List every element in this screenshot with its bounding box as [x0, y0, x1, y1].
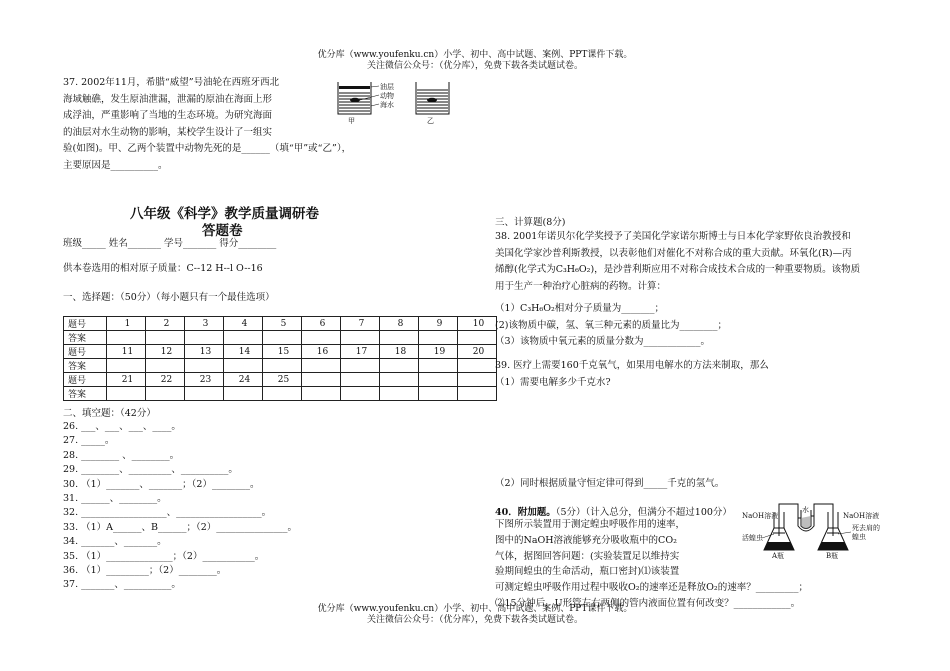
table-row: [64, 331, 497, 345]
question-number: 9: [419, 317, 458, 331]
question-number: 16: [302, 345, 341, 359]
answer-sheet-subtitle: 答题卷: [202, 223, 243, 239]
question-number: 2: [146, 317, 185, 331]
question-number: 13: [185, 345, 224, 359]
question-number: 19: [419, 345, 458, 359]
fill-line[interactable]: 33. （1）A______、B______；（2）_______________。: [63, 521, 298, 533]
table-row: [64, 345, 497, 359]
ans-label: 答案: [64, 331, 107, 345]
label-animal: 动物: [380, 92, 394, 100]
label-bottle-b: B瓶: [826, 552, 839, 560]
question-number: [380, 373, 419, 387]
table-row: [64, 359, 497, 373]
label-jia: 甲: [348, 117, 355, 125]
q38-sub[interactable]: （3）该物质中氧元素的质量分数为____________。: [495, 336, 711, 347]
answer-cell[interactable]: [224, 387, 263, 401]
question-number: 25: [263, 373, 302, 387]
question-38: [495, 229, 860, 295]
answer-cell[interactable]: [302, 331, 341, 345]
label-water: 水: [802, 506, 809, 514]
page-footer-line1: 优分库（www.youfenku.cn）小学、初中、高中试题、案例、PPT课件下载。: [317, 604, 633, 614]
q40-label: 40．附加题。: [495, 507, 556, 518]
q37-line: 37. 2002年11月，希腊“威望”号油轮在西班牙西北: [63, 77, 280, 88]
label-yi: 乙: [427, 117, 434, 125]
answer-cell[interactable]: [224, 359, 263, 373]
question-number: 1: [107, 317, 146, 331]
q40-line: 图中的NaOH溶液能够充分吸收瓶中的CO₂: [495, 534, 677, 546]
question-number: 4: [224, 317, 263, 331]
answer-cell[interactable]: [341, 387, 380, 401]
answer-cell[interactable]: [107, 359, 146, 373]
beaker-jia: [338, 82, 371, 114]
q37-line: 海域触礁，发生原油泄漏，泄漏的原油在海面上形: [63, 93, 273, 105]
question-number: 15: [263, 345, 302, 359]
num-label: 题号: [64, 345, 107, 359]
question-number: 12: [146, 345, 185, 359]
q38-line: 用于生产一种治疗心脏病的药物。计算：: [495, 280, 667, 292]
q40-line: 验期间蝗虫的生命活动，瓶口密封)⑴该装置: [495, 566, 680, 578]
page-header-line1: 优分库（www.youfenku.cn）小学、初中、高中试题、案例、PPT课件下载。: [317, 50, 633, 60]
q39-line: （1）需要电解多少千克水?: [495, 376, 611, 388]
table-row: [64, 373, 497, 387]
answer-cell[interactable]: [341, 359, 380, 373]
q40-line: 下图所示装置用于测定蝗虫呼吸作用的速率，: [495, 519, 686, 530]
section-2-heading: 二、填空题：（42分）: [63, 408, 156, 419]
answer-cell[interactable]: [185, 359, 224, 373]
fill-line[interactable]: 27. _____。: [63, 435, 115, 447]
fill-line[interactable]: 31. ______、________。: [63, 493, 167, 505]
label-bottle-a: A瓶: [772, 552, 785, 560]
question-number: 21: [107, 373, 146, 387]
num-label: 题号: [64, 317, 107, 331]
answer-cell[interactable]: [263, 387, 302, 401]
answer-cell[interactable]: [146, 331, 185, 345]
answer-cell[interactable]: [341, 331, 380, 345]
q39-part2[interactable]: （2）同时根据质量守恒定律可得到_____千克的氢气。: [495, 478, 725, 489]
answer-cell[interactable]: [302, 387, 341, 401]
question-number: 11: [107, 345, 146, 359]
atomic-mass-note: 供本卷选用的相对原子质量：C--12 H--l O--16: [63, 263, 263, 274]
ans-label: 答案: [64, 359, 107, 373]
answer-cell[interactable]: [380, 331, 419, 345]
answer-cell[interactable]: [224, 331, 263, 345]
label-live-locust: 活蝗虫: [742, 534, 763, 542]
fill-line[interactable]: 37. _______、__________。: [63, 579, 181, 591]
section-3-heading: 三、计算题(8分): [495, 217, 566, 228]
question-number: [341, 373, 380, 387]
answer-cell[interactable]: [185, 331, 224, 345]
table-row: [64, 317, 497, 331]
question-number: 18: [380, 345, 419, 359]
question-number: [419, 373, 458, 387]
answer-cell[interactable]: [107, 331, 146, 345]
question-number: 14: [224, 345, 263, 359]
answer-table: [63, 316, 497, 401]
student-info-line: 班级_____ 姓名_______ 学号_______ 得分________: [63, 238, 277, 249]
locust-respiration-figure: [740, 500, 880, 562]
answer-cell[interactable]: [263, 359, 302, 373]
section-1-heading: 一、选择题：（50分）（每小题只有一个最佳选项）: [63, 292, 275, 303]
answer-cell[interactable]: [419, 387, 458, 401]
table-row: [64, 387, 497, 401]
fill-line[interactable]: 36. （1）_________；（2）________。: [63, 565, 227, 577]
q38-line: 38. 2001年诺贝尔化学奖授予了美国化学家诺尔斯博士与日本化学家野依良治教授和: [495, 231, 851, 242]
fill-line[interactable]: 28. ________ 、________。: [63, 449, 180, 461]
q38-line: 烯醇(化学式为C₃H₆O₂)，是沙普利斯应用不对称合成技术合成的一种重要物质。该物质: [495, 264, 861, 275]
ans-label: 答案: [64, 387, 107, 401]
q37-line: 主要原因是__________。: [63, 159, 168, 171]
label-oil-layer: 油层: [380, 83, 394, 91]
answer-cell[interactable]: [185, 387, 224, 401]
label-naoh-left: NaOH溶液: [742, 512, 779, 520]
fill-in-answers: [63, 420, 297, 593]
answer-cell[interactable]: [380, 359, 419, 373]
q40-line[interactable]: ⑵15分钟后，U形管左右两侧的管内液面位置有何改变？____________。: [495, 597, 801, 609]
answer-cell[interactable]: [107, 387, 146, 401]
question-37: [63, 75, 351, 174]
answer-cell[interactable]: [302, 359, 341, 373]
q40-heading: [495, 504, 732, 518]
oil-experiment-figure: [335, 78, 455, 123]
page-header-line2: 关注微信公众号：（优分库），免费下载各类试题试卷。: [366, 61, 583, 71]
question-39: [495, 358, 769, 391]
answer-cell[interactable]: [419, 359, 458, 373]
q37-line: 的油层对水生动物的影响，某校学生设计了一组实: [63, 126, 273, 138]
q40-line[interactable]: 可测定蝗虫呼吸作用过程中吸收O₂的速率还是释放O₂的速率？_________；: [495, 582, 808, 594]
question-number: 6: [302, 317, 341, 331]
answer-cell[interactable]: [419, 331, 458, 345]
q39-line: 39. 医疗上需要160千克氧气，如果用电解水的方法来制取，那么: [495, 360, 769, 371]
question-number: 5: [263, 317, 302, 331]
beaker-yi: [416, 82, 449, 114]
q38-sub[interactable]: (2)该物质中碳，氢、氧三种元素的质量比为________；: [495, 319, 727, 331]
fill-line[interactable]: 30. （1）_______、_______；（2）________。: [63, 478, 260, 490]
question-number: 3: [185, 317, 224, 331]
question-number: 23: [185, 373, 224, 387]
answer-cell[interactable]: [146, 387, 185, 401]
q38-line: 美国化学家沙普利斯教授，以表彰他们对催化不对称合成的重大贡献。环氧化(R)—丙: [495, 247, 852, 259]
q40-line: 气体，据图回答问题：(实验装置足以维持实: [495, 550, 680, 562]
page-footer-line2: 关注微信公众号：（优分库），免费下载各类试题试卷。: [366, 615, 583, 625]
label-dead-locust-1: 死去肩的: [852, 524, 880, 532]
num-label: 题号: [64, 373, 107, 387]
label-naoh-right: NaOH溶液: [843, 512, 880, 520]
answer-cell[interactable]: [263, 331, 302, 345]
q37-line: 验(如图)。甲、乙两个装置中动物先死的是______（填“甲”或“乙”），: [63, 143, 352, 154]
question-number: [302, 373, 341, 387]
question-number: 17: [341, 345, 380, 359]
answer-sheet-title: 八年级《科学》教学质量调研卷: [130, 206, 319, 222]
question-number: 20: [458, 345, 497, 359]
question-number: 7: [341, 317, 380, 331]
q38-sub[interactable]: （1）C₃H₆O₂相对分子质量为_______；: [495, 303, 665, 314]
fill-line[interactable]: 32. __________________、__________________。: [63, 507, 272, 519]
answer-cell[interactable]: [146, 359, 185, 373]
answer-cell[interactable]: [458, 359, 497, 373]
fill-line[interactable]: 34. _______、_______。: [63, 536, 167, 548]
question-number: 10: [458, 317, 497, 331]
q37-line: 成浮油，严重影响了当地的生态环境。为研究海面: [63, 110, 273, 121]
q38-subquestions: [495, 301, 727, 351]
answer-cell[interactable]: [380, 387, 419, 401]
answer-cell[interactable]: [458, 331, 497, 345]
answer-cell[interactable]: [458, 387, 497, 401]
label-dead-locust-2: 蝗虫: [852, 533, 866, 541]
question-number: 22: [146, 373, 185, 387]
question-number: 8: [380, 317, 419, 331]
question-number: 24: [224, 373, 263, 387]
fill-line[interactable]: 26. ___、___、___、____。: [63, 421, 181, 432]
fill-line[interactable]: 29. ________、_________、__________。: [63, 464, 238, 476]
fill-line[interactable]: 35. （1）______________；（2）___________。: [63, 550, 265, 562]
q40-score-note: （5分）（计入总分，但满分不超过100分）: [555, 507, 732, 518]
label-seawater: 海水: [380, 101, 394, 109]
question-number: [458, 373, 497, 387]
